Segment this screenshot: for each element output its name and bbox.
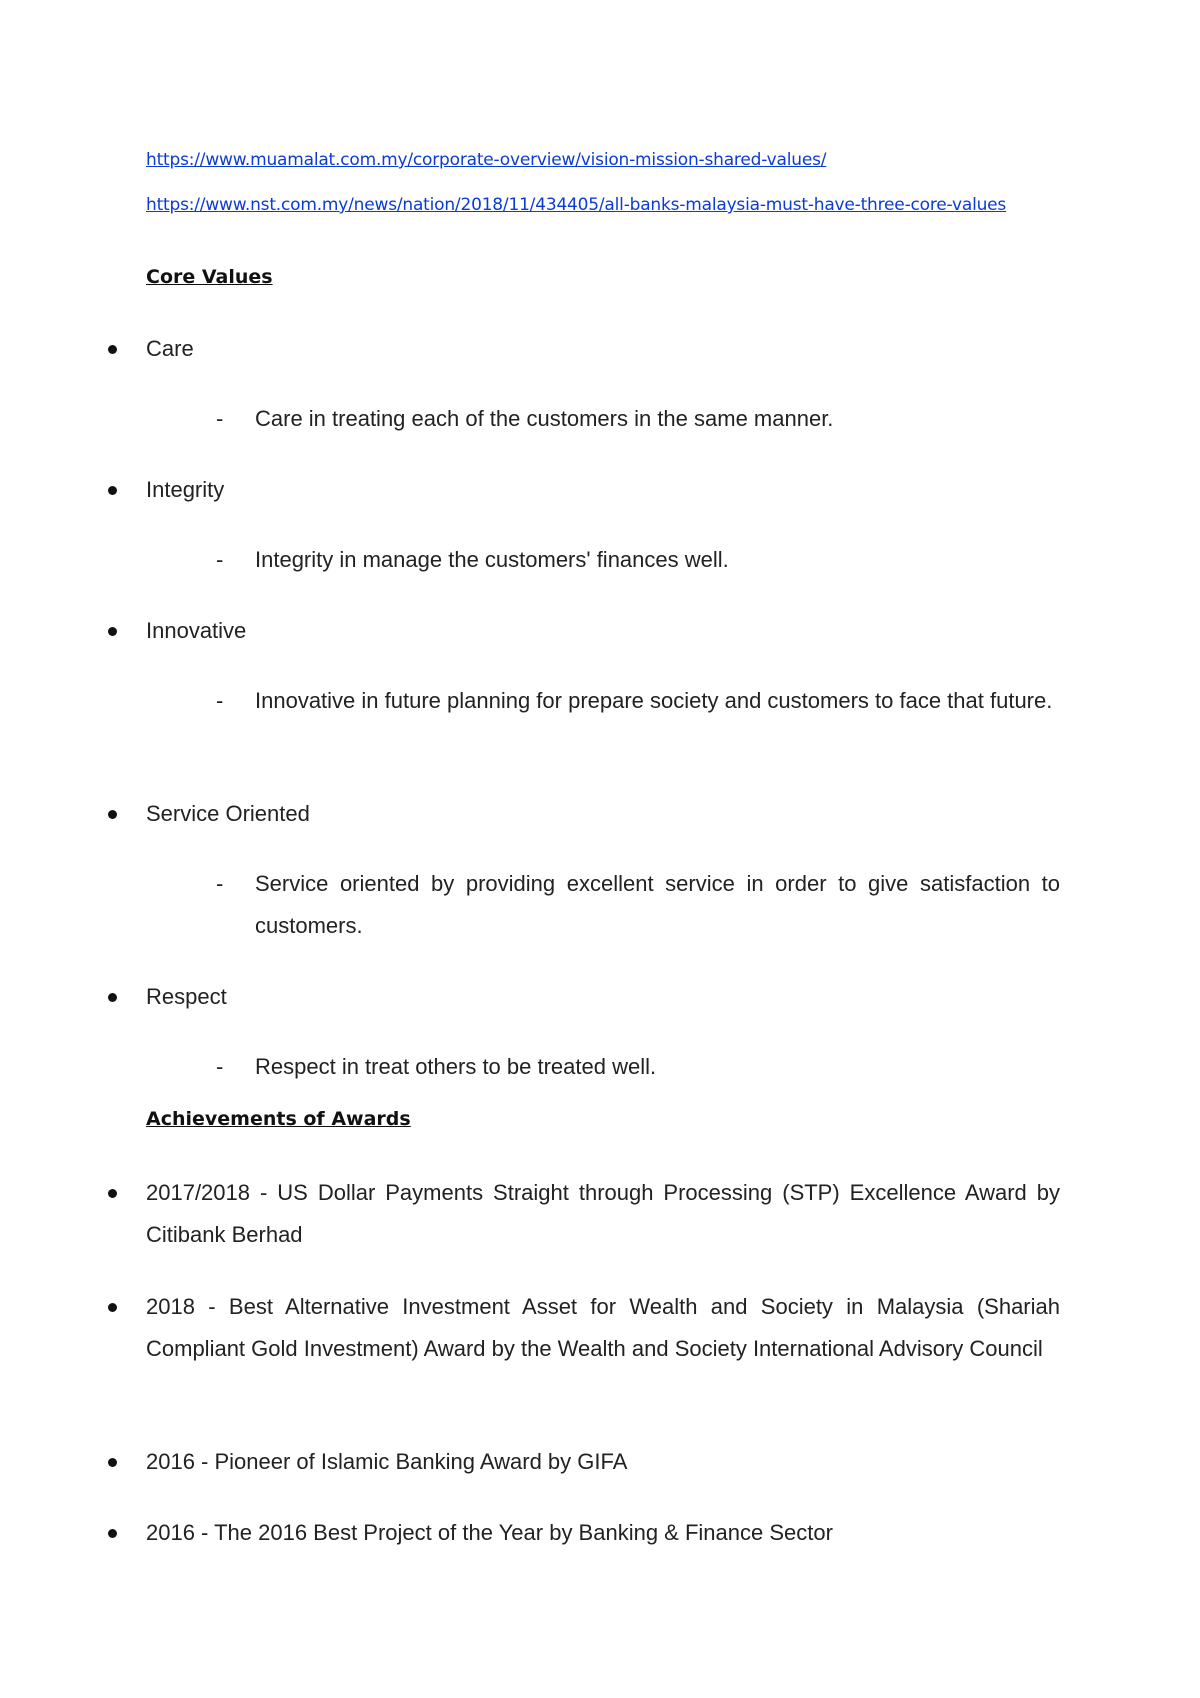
core-values-heading: Core Values	[146, 266, 273, 288]
award-item: 2016 - The 2016 Best Project of the Year by Banking & Finance Sector	[146, 1520, 833, 1545]
core-value-title: Integrity	[146, 477, 225, 502]
dash-marker: -	[216, 1054, 224, 1079]
bullet-icon	[108, 345, 117, 354]
core-value-description: Respect in treat others to be treated well.	[255, 1054, 657, 1079]
core-value-title: Service Oriented	[146, 801, 310, 826]
core-value-title: Care	[146, 336, 194, 361]
bullet-icon	[108, 1458, 117, 1467]
core-value-description: Care in treating each of the customers in the same manner.	[255, 406, 834, 431]
core-value-description: Service oriented by providing excellent service in order to give satisfaction to customers.	[255, 871, 1060, 938]
bullet-icon	[108, 627, 117, 636]
reference-link-nst[interactable]: https://www.nst.com.my/news/nation/2018/11/434405/all-banks-malaysia-must-have-three-core-values	[146, 195, 1007, 215]
dash-marker: -	[216, 547, 224, 572]
bullet-icon	[108, 1189, 117, 1198]
bullet-icon	[108, 1529, 117, 1538]
core-value-title: Respect	[146, 984, 227, 1009]
bullet-icon	[108, 810, 117, 819]
core-value-description: Integrity in manage the customers' finances well.	[255, 547, 729, 572]
bullet-icon	[108, 993, 117, 1002]
reference-link-muamalat[interactable]: https://www.muamalat.com.my/corporate-overview/vision-mission-shared-values/	[146, 150, 827, 170]
awards-heading: Achievements of Awards	[146, 1108, 411, 1130]
dash-marker: -	[216, 871, 224, 896]
award-item: 2017/2018 - US Dollar Payments Straight through Processing (STP) Excellence Award by Citibank Berhad	[146, 1180, 1060, 1247]
dash-marker: -	[216, 688, 224, 713]
award-item: 2016 - Pioneer of Islamic Banking Award by GIFA	[146, 1449, 628, 1474]
bullet-icon	[108, 486, 117, 495]
bullet-icon	[108, 1303, 117, 1312]
core-value-description: Innovative in future planning for prepare society and customers to face that future.	[255, 688, 1053, 713]
award-item: 2018 - Best Alternative Investment Asset for Wealth and Society in Malaysia (Shariah Compliant Gold Investment) Award by the Wealth and Society International Advisory Council	[146, 1294, 1060, 1361]
dash-marker: -	[216, 406, 224, 431]
core-value-title: Innovative	[146, 618, 247, 643]
